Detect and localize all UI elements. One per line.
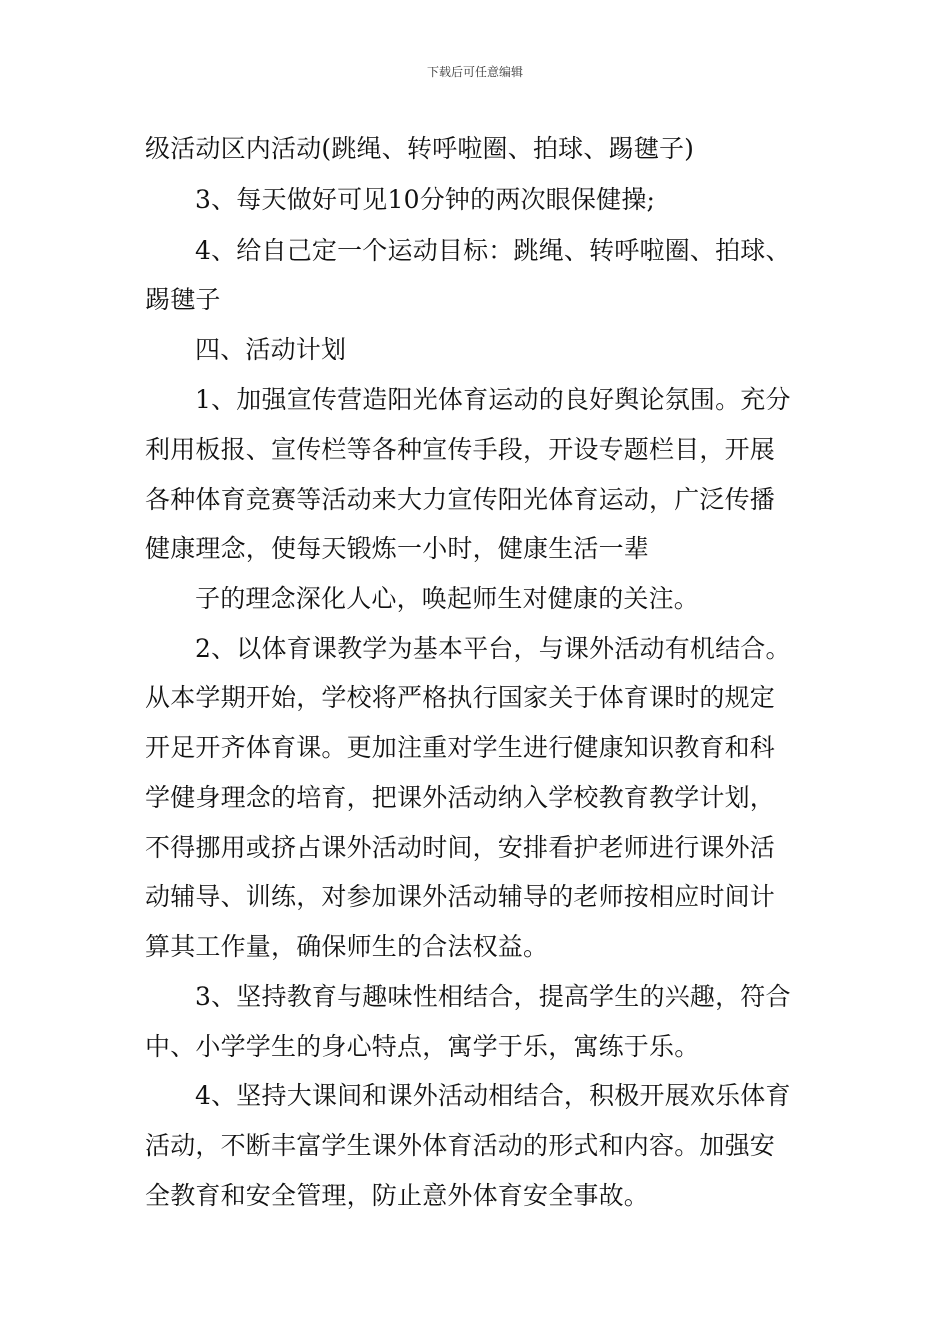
text-line: 全教育和安全管理，防止意外体育安全事故。 <box>145 1181 650 1210</box>
text-line: 级活动区内活动(跳绳、转呼啦圈、拍球、踢毽子) <box>145 134 695 163</box>
page-header: 下载后可任意编辑 <box>426 65 523 79</box>
text-line: 动辅导、训练，对参加课外活动辅导的老师按相应时间计 <box>145 882 776 911</box>
text-line: 各种体育竞赛等活动来大力宣传阳光体育运动，广泛传播 <box>145 485 776 514</box>
text-line: 1、加强宣传营造阳光体育运动的良好舆论氛围。充分 <box>195 385 791 414</box>
text-line: 2、以体育课教学为基本平台，与课外活动有机结合。 <box>195 634 791 663</box>
text-line: 开足开齐体育课。更加注重对学生进行健康知识教育和科 <box>145 733 776 762</box>
text-line: 踢毽子 <box>145 285 221 314</box>
text-line: 4、坚持大课间和课外活动相结合，积极开展欢乐体育 <box>195 1081 791 1110</box>
text-line: 算其工作量，确保师生的合法权益。 <box>145 932 549 961</box>
text-line: 学健身理念的培育，把课外活动纳入学校教育教学计划， <box>145 783 776 812</box>
text-line: 子的理念深化人心，唤起师生对健康的关注。 <box>195 584 700 613</box>
text-line: 3、每天做好可见10分钟的两次眼保健操; <box>195 185 656 214</box>
text-line: 4、给自己定一个运动目标：跳绳、转呼啦圈、拍球、 <box>195 236 791 265</box>
text-line: 中、小学学生的身心特点，寓学于乐，寓练于乐。 <box>145 1032 700 1061</box>
text-line: 活动，不断丰富学生课外体育活动的形式和内容。加强安 <box>145 1131 776 1160</box>
text-line: 3、坚持教育与趣味性相结合，提高学生的兴趣，符合 <box>195 982 791 1011</box>
text-line: 不得挪用或挤占课外活动时间，安排看护老师进行课外活 <box>145 833 776 862</box>
text-line: 健康理念，使每天锻炼一小时，健康生活一辈 <box>145 534 650 563</box>
section-heading: 四、活动计划 <box>195 335 347 364</box>
text-line: 利用板报、宣传栏等各种宣传手段，开设专题栏目，开展 <box>145 435 776 464</box>
text-line: 从本学期开始，学校将严格执行国家关于体育课时的规定 <box>145 683 776 712</box>
